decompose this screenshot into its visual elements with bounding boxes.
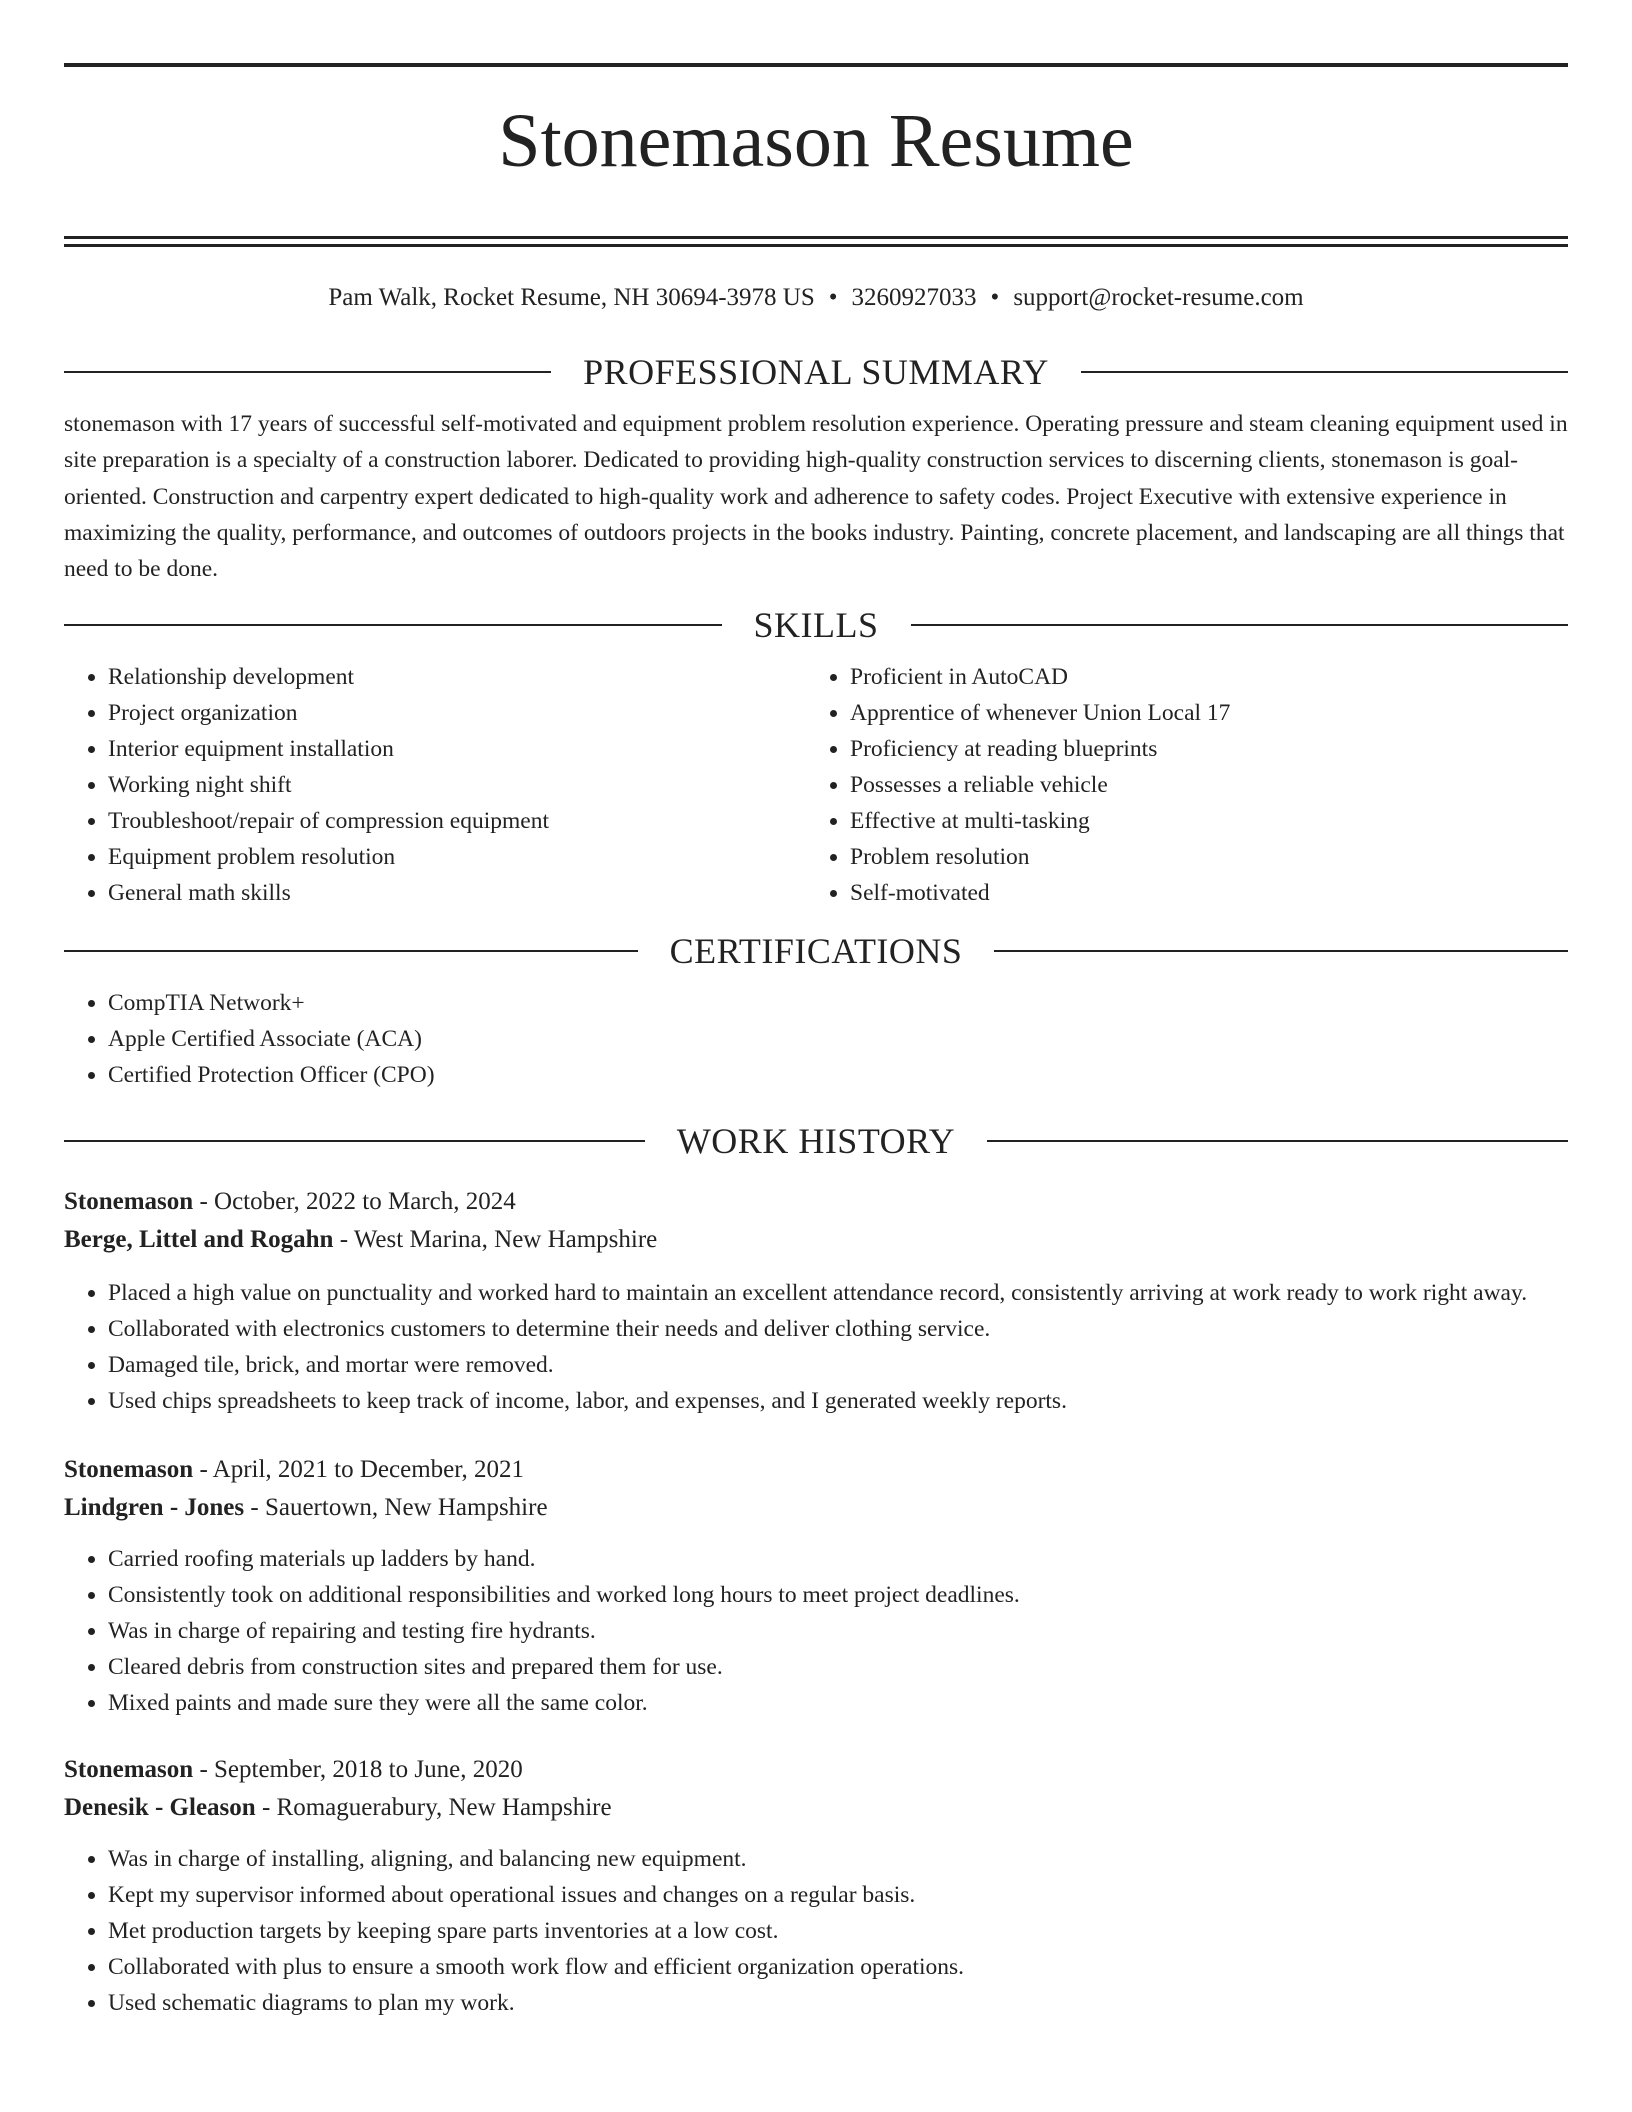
heading-rule — [987, 1140, 1568, 1142]
contact-separator: • — [828, 284, 838, 311]
heading-rule — [64, 371, 551, 373]
job-duty: • Consistently took on additional responsibilities and worked long hours to meet project deadlines. — [108, 1577, 1568, 1613]
job-entry — [64, 1451, 1568, 1721]
certification-item: • Apple Certified Associate (ACA) — [108, 1021, 1568, 1057]
heading-rule — [64, 624, 722, 626]
job-company: Denesik - Gleason — [64, 1794, 256, 1822]
skill-item: • Apprentice of whenever Union Local 17 — [850, 695, 1548, 731]
certifications-heading-label: CERTIFICATIONS — [669, 931, 963, 972]
certification-item: • CompTIA Network+ — [108, 985, 1568, 1021]
contact-separator: • — [990, 284, 1000, 311]
job-duty: • Carried roofing materials up ladders by hand. — [108, 1541, 1568, 1577]
certifications-heading — [64, 929, 1568, 973]
resume-title: Stonemason Resume — [498, 99, 1134, 183]
skills-list-left — [64, 659, 806, 911]
job-title: Stonemason — [64, 1456, 194, 1484]
skills-column-left — [64, 659, 806, 911]
heading-rule — [994, 950, 1568, 952]
job-title-line — [64, 1183, 1568, 1221]
skill-item: • Proficient in AutoCAD — [850, 659, 1548, 695]
skill-item: • Effective at multi-tasking — [850, 803, 1548, 839]
job-duty: • Was in charge of repairing and testing fire hydrants. — [108, 1613, 1568, 1649]
job-duty: • Mixed paints and made sure they were all the same color. — [108, 1685, 1568, 1721]
skills-heading-label: SKILLS — [753, 605, 879, 646]
resume-page — [64, 0, 1568, 2021]
job-company: Berge, Littel and Rogahn — [64, 1226, 334, 1254]
job-duty: • Collaborated with plus to ensure a smooth work flow and efficient organization operations. — [108, 1949, 1568, 1985]
job-duty: • Damaged tile, brick, and mortar were removed. — [108, 1347, 1568, 1383]
job-location: - Sauertown, New Hampshire — [244, 1494, 548, 1522]
job-duty: • Used chips spreadsheets to keep track of income, labor, and expenses, and I generated weekly reports. — [108, 1383, 1568, 1419]
certification-item: • Certified Protection Officer (CPO) — [108, 1057, 1568, 1093]
skill-item: • Troubleshoot/repair of compression equipment — [108, 803, 806, 839]
job-title-line — [64, 1451, 1568, 1489]
heading-rule — [64, 1140, 645, 1142]
job-duties-list — [64, 1841, 1568, 2021]
job-dates: - October, 2022 to March, 2024 — [193, 1188, 516, 1216]
job-duty: • Collaborated with electronics customers to determine their needs and deliver clothing service. — [108, 1311, 1568, 1347]
job-duty: • Was in charge of installing, aligning, and balancing new equipment. — [108, 1841, 1568, 1877]
skill-item: • Interior equipment installation — [108, 731, 806, 767]
job-title-line — [64, 1751, 1568, 1789]
heading-rule — [64, 950, 638, 952]
skill-item: • Proficiency at reading blueprints — [850, 731, 1548, 767]
job-company-line — [64, 1221, 1568, 1259]
skills-column-right — [806, 659, 1548, 911]
work-history-heading-label: WORK HISTORY — [676, 1121, 956, 1162]
contact-phone: 3260927033 — [851, 284, 977, 311]
job-company: Lindgren - Jones — [64, 1494, 245, 1522]
work-history-heading — [64, 1119, 1568, 1163]
job-duty: • Kept my supervisor informed about operational issues and changes on a regular basis. — [108, 1877, 1568, 1913]
skill-item: • Working night shift — [108, 767, 806, 803]
skill-item: • Project organization — [108, 695, 806, 731]
skills-grid — [64, 659, 1568, 911]
skill-item: • Possesses a reliable vehicle — [850, 767, 1548, 803]
contact-address: Pam Walk, Rocket Resume, NH 30694-3978 US — [328, 284, 815, 311]
skill-item: • Problem resolution — [850, 839, 1548, 875]
contact-email: support@rocket-resume.com — [1013, 284, 1304, 311]
job-duties-list — [64, 1541, 1568, 1721]
job-location: - West Marina, New Hampshire — [333, 1226, 658, 1254]
job-entry — [64, 1183, 1568, 1419]
job-dates: - April, 2021 to December, 2021 — [193, 1456, 525, 1484]
summary-text: stonemason with 17 years of successful self-motivated and equipment problem resolution experience. Operating pressure and steam cleaning equipment used in site preparation is a specialty of a construction laborer. Dedicated to providing high-quality construction services to discerning clients, stonemason is goal-oriented. Construction and carpentry expert dedicated to high-quality work and adherence to safety codes. Project Executive with extensive experience in maximizing the quality, performance, and outcomes of outdoors projects in the books industry. Painting, concrete placement, and landscaping are all things that need to be done. — [64, 411, 1568, 583]
job-duty: • Cleared debris from construction sites and prepared them for use. — [108, 1649, 1568, 1685]
skill-item: • General math skills — [108, 875, 806, 911]
contact-line — [64, 280, 1568, 316]
skills-heading — [64, 603, 1568, 647]
title-double-rule — [64, 236, 1568, 247]
job-company-line — [64, 1489, 1568, 1527]
job-entry — [64, 1751, 1568, 2021]
job-title: Stonemason — [64, 1756, 194, 1784]
job-duty: • Used schematic diagrams to plan my work. — [108, 1985, 1568, 2021]
skills-list-right — [806, 659, 1548, 911]
heading-rule — [1081, 371, 1568, 373]
summary-heading — [64, 350, 1568, 394]
summary-heading-label: PROFESSIONAL SUMMARY — [583, 352, 1049, 392]
job-company-line — [64, 1789, 1568, 1827]
job-duty: • Met production targets by keeping spare parts inventories at a low cost. — [108, 1913, 1568, 1949]
heading-rule — [911, 624, 1569, 626]
job-title: Stonemason — [64, 1188, 194, 1216]
skill-item: • Self-motivated — [850, 875, 1548, 911]
job-dates: - September, 2018 to June, 2020 — [193, 1756, 523, 1784]
job-duty: • Placed a high value on punctuality and worked hard to maintain an excellent attendance record, consistently arriving at work ready to work right away. — [108, 1275, 1568, 1311]
job-location: - Romaguerabury, New Hampshire — [255, 1794, 612, 1822]
job-duties-list — [64, 1275, 1568, 1419]
skill-item: • Relationship development — [108, 659, 806, 695]
certifications-list — [64, 985, 1568, 1093]
skill-item: • Equipment problem resolution — [108, 839, 806, 875]
